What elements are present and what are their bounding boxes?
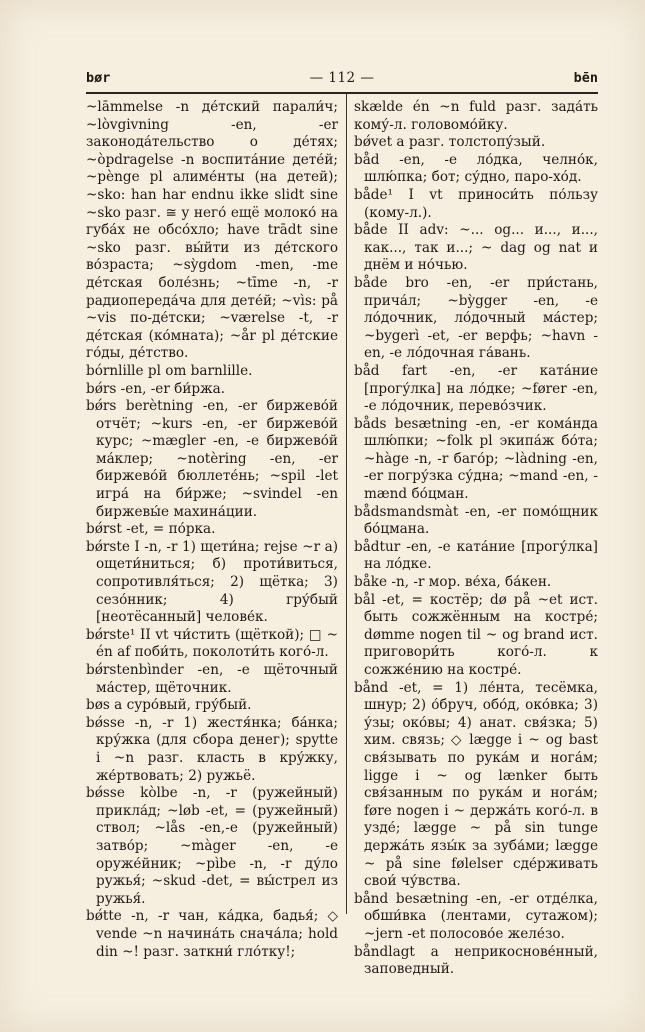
dictionary-entry: både II adv: ~... og... и..., и..., как..., так и...; ~ dag og nat и днём и но́чью. [354, 222, 598, 274]
dictionary-entry: båke -n, -r мор. ве́ха, ба́кен. [354, 574, 552, 591]
right-column [354, 99, 598, 979]
dictionary-entry: bǿrstenbìnder -en, -e щёточный ма́стер, щёточник. [86, 662, 338, 696]
dictionary-entry: både bro -en, -er при́стань, прича́л; ~bỳgger -en, -e ло́дочник, ло́дочный ма́стер; ~bygerì -et, -er верфь; ~havn -en, -e ло́дочная га́вань. [354, 274, 598, 362]
dictionary-entry: bǿrste I -n, -r 1) щети́на; rejse ~r а) ощети́ниться; б) проти́виться, сопротивля́ться; 2) щётка; 3) сезо́нник; 4) гру́бый [неотёсанный] челове́к. [86, 538, 338, 626]
dictionary-entry: bǿrst -et, = по́рка. [86, 521, 216, 538]
dictionary-entry: bådtur -en, -e ката́ние [прогу́лка] на ло́дке. [354, 538, 598, 573]
dictionary-entry: bǿvet a разг. толстопу́зый. [354, 134, 546, 151]
column-divider [346, 94, 347, 914]
right-guide-word: bēn [573, 70, 598, 86]
dictionary-entry: bǿrs -en, -er би́ржа. [86, 380, 226, 397]
dictionary-entry: bǿsse kòlbe -n, -r (ружейный) прикла́д; ~løb -et, = (ружейный) ствол; ~lås -en,-e (ружейный) затво́р; ~màger -en, -e оруже́йник; ~pìbe -n, -r ду́ло ружья́; ~skud -det, = вы́стрел из ружья́. [86, 785, 338, 907]
header-rule [86, 92, 598, 94]
dictionary-entry: bórnlille pl om barnlille. [86, 362, 253, 379]
left-guide-word: bør [86, 70, 111, 86]
dictionary-entry: bǿsse -n, -r 1) жестя́нка; ба́нка; кру́жка (для сбора денег); spytte i ~n разг. класть в кру́жку, же́ртвовать; 2) ружьё. [86, 714, 338, 784]
dictionary-entry: båd fart -en, -er ката́ние [прогу́лка] на ло́дке; ~fører -en, -e ло́дочник, перево́зчик. [354, 362, 598, 415]
page-header [86, 70, 598, 92]
dictionary-entry: bøs a суро́вый, гру́бый. [86, 697, 252, 714]
dictionary-entry: båndlagt a неприкоснове́нный, заповедный. [354, 943, 598, 978]
dictionary-entry: både¹ I vt приноси́ть по́льзу (кому-л.). [354, 186, 598, 221]
left-column [86, 99, 338, 961]
dictionary-entry: bål -et, = костёр; dø på ~et ист. быть сожжённым на костре́; dømme nogen til ~ og brand ист. приговори́ть кого́-л. к сожже́нию на костре́. [354, 591, 598, 678]
page-number: — 112 — [309, 70, 375, 86]
dictionary-entry: båds besætning -en, -er кома́нда шлю́пки; ~folk pl экипа́ж бо́та; ~hàge -n, -r баго́р; ~làdning -en, -er погру́зка су́дна; ~mand -en, -mænd бо́цман. [354, 415, 598, 503]
dictionary-entry: skælde én ~n fuld разг. зада́ть кому́-л. головомо́йку. [354, 99, 598, 133]
dictionary-entry: bǿrste¹ II vt чи́стить (щёткой); □ ~ én af поби́ть, поколоти́ть кого́-л. [86, 626, 338, 661]
dictionary-entry: ~lāmmelse -n де́тский парали́ч; ~lòvgivning -en, -er законода́тельство о де́тях; ~òpdragelse -n воспита́ние дете́й; ~pènge pl алиме́нты (на детей); ~sko: han har endnu ikke slidt sine ~sko разг. ≅ у него́ ещё молоко́ на губа́х не обсо́хло; have trādt sine ~sko разг. вы́йти из де́тского во́зраста; ~sỳgdom -men, -me де́тская боле́знь; ~tīme -n, -r радиопереда́ча для дете́й; ~vìs: på ~vis по-де́тски; ~værelse -t, -r де́тская (ко́мната); ~år pl де́тские го́ды, де́тство. [86, 99, 338, 362]
dictionary-entry: bǿtte -n, -r чан, ка́дка, бадья́; ◇ vende ~n начина́ть снача́ла; hold din ~! разг. заткни́ гло́тку!; [86, 908, 338, 960]
dictionary-entry: båd -en, -e ло́дка, челно́к, шлю́пка; бот; су́дно, паро-хо́д. [354, 151, 598, 186]
dictionary-entry: bǿrs berètning -en, -er биржево́й отчёт; ~kurs -en, -er биржево́й курс; ~mægler -en, -e биржево́й ма́клер; ~notèring -en, -er биржево́й бюллете́нь; ~spil -let игра́ на би́рже; ~svindel -en биржевы́е махина́ции. [86, 398, 338, 520]
dictionary-entry: bånd besætning -en, -er отде́лка, обши́вка (лентами, сутажом); ~jern -et полосово́е желе́зо. [354, 890, 598, 942]
dictionary-entry: bånd -et, = 1) ле́нта, тесёмка, шнур; 2) о́бруч, обо́д, око́вка; 3) у́зы; око́вы; 4) анат. свя́зка; 5) хим. связь; ◇ lægge i ~ og bast свя́зывать по рука́м и нога́м; ligge i ~ og lænker быть свя́занным по рука́м и нога́м; føre nogen i ~ держа́ть кого́-л. в узде́; lægge ~ på sin tunge держа́ть язы́к за зуба́ми; lægge ~ på sine følelser сде́рживать свои́ чу́вства. [354, 679, 598, 890]
dictionary-entry: bådsmandsmàt -en, -er помо́щник бо́цмана. [354, 503, 598, 538]
